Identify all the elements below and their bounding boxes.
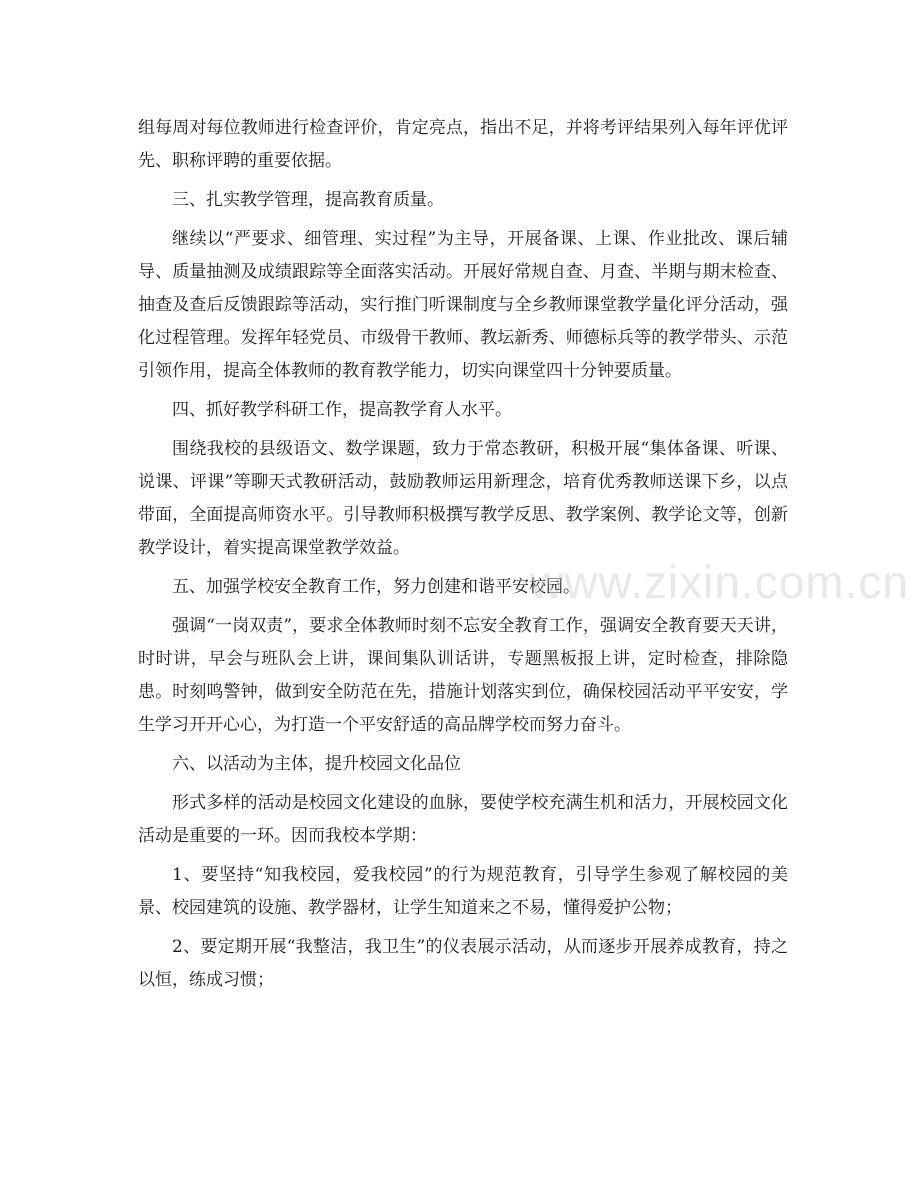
section-heading-4: 四、抓好教学科研工作，提高教学育人水平。 <box>172 400 512 420</box>
watermark-text: www.zixin.com.cn <box>530 556 909 608</box>
section-heading-3: 三、扎实教学管理，提高教育质量。 <box>172 190 444 210</box>
section-heading-6: 六、以活动为主体，提升校园文化品位 <box>172 754 461 774</box>
list-item-1: 1、要坚持“知我校园，爱我校园”的行为规范教育，引导学生参观了解校园的美景、校园建筑的设施、教学器材，让学生知道来之不易，懂得爱护公物； <box>138 865 788 918</box>
list-item-2: 2、要定期开展“我整洁，我卫生”的仪表展示活动，从而逐步开展养成教育，持之以恒，练成习惯； <box>138 937 788 990</box>
paragraph-4: 强调“一岗双责”，要求全体教师时刻不忘安全教育工作，强调安全教育要天天讲，时时讲，早会与班队会上讲，课间集队训话讲，专题黑板报上讲，定时检查，排除隐患。时刻鸣警钟，做到安全防范在先，措施计划落实到位，确保校园活动平平安安，学生学习开开心心，为打造一个平安舒适的高品牌学校而努力奋斗。 <box>138 616 788 735</box>
paragraph-2: 继续以“严要求、细管理、实过程”为主导，开展备课、上课、作业批改、课后辅导、质量抽测及成绩跟踪等全面落实活动。开展好常规自查、月查、半期与期末检查、抽查及查后反馈跟踪等活动，实行推门听课制度与全乡教师课堂教学量化评分活动，强化过程管理。发挥年轻党员、市级骨干教师、教坛新秀、师德标兵等的教学带头、示范引领作用，提高全体教师的教育教学能力，切实向课堂四十分钟要质量。 <box>138 229 788 381</box>
paragraph-5: 形式多样的活动是校园文化建设的血脉，要使学校充满生机和活力，开展校园文化活动是重要的一环。因而我校本学期： <box>138 793 788 846</box>
paragraph-1: 组每周对每位教师进行检查评价，肯定亮点，指出不足，并将考评结果列入每年评优评先、职称评聘的重要依据。 <box>138 118 788 171</box>
paragraph-3: 围绕我校的县级语文、数学课题，致力于常态教研，积极开展“集体备课、听课、说课、评课”等聊天式教研活动，鼓励教师运用新理念，培育优秀教师送课下乡，以点带面，全面提高师资水平。引导教师积极撰写教学反思、教学案例、教学论文等，创新教学设计，着实提高课堂教学效益。 <box>138 439 788 558</box>
section-heading-5: 五、加强学校安全教育工作，努力创建和谐平安校园。 <box>172 577 580 597</box>
